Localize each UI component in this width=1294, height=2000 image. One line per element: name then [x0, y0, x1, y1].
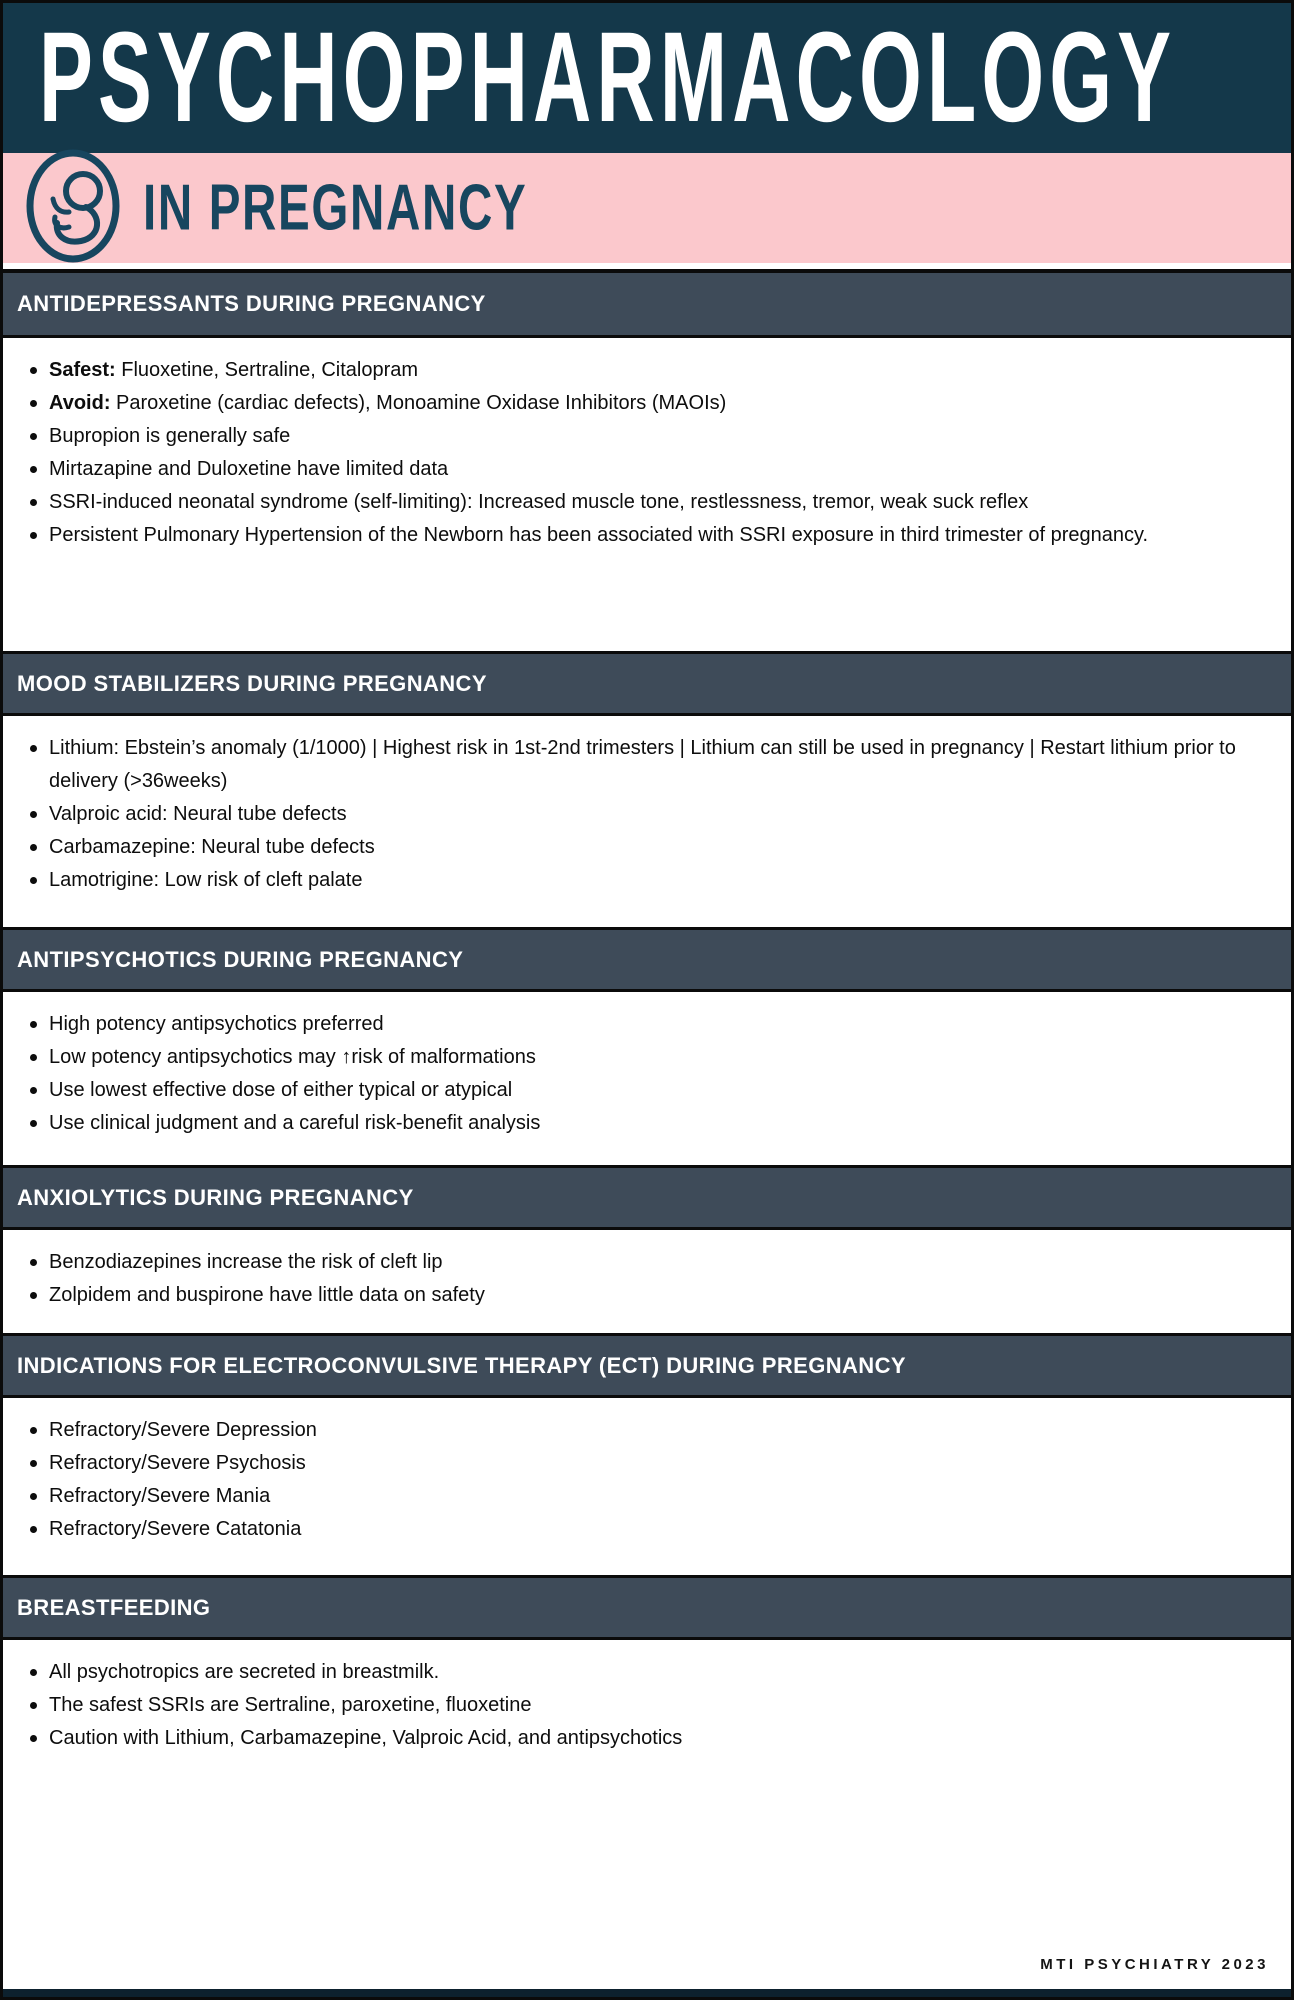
bullet-item: Refractory/Severe Depression [3, 1414, 1261, 1447]
section-header [3, 273, 1291, 338]
bullet-item: All psychotropics are secreted in breastmilk. [3, 1656, 1261, 1689]
bullet-item: Use clinical judgment and a careful risk-benefit analysis [3, 1107, 1261, 1140]
bullet-item: High potency antipsychotics preferred [3, 1008, 1261, 1041]
section-header [3, 1333, 1291, 1398]
section-body [3, 716, 1291, 927]
bullet-item: Benzodiazepines increase the risk of cleft lip [3, 1246, 1261, 1279]
pregnancy-banner [3, 153, 1291, 263]
bullet-item: Low potency antipsychotics may ↑risk of malformations [3, 1041, 1261, 1074]
section-header-label: BREASTFEEDING [17, 1594, 211, 1620]
bullet-item: Lamotrigine: Low risk of cleft palate [3, 864, 1261, 897]
section-header-label: ANXIOLYTICS DURING PREGNANCY [17, 1184, 414, 1210]
bullet-item: Lithium: Ebstein’s anomaly (1/1000) | Highest risk in 1st-2nd trimesters | Lithium can still be used in pregnancy | Restart lithium prior to delivery (>36weeks) [3, 732, 1261, 798]
bullet-list [3, 1246, 1261, 1312]
bullet-item: Bupropion is generally safe [3, 420, 1261, 453]
bullet-list [3, 732, 1261, 897]
bullet-item: Carbamazepine: Neural tube defects [3, 831, 1261, 864]
bullet-list [3, 1008, 1261, 1140]
masthead [3, 3, 1291, 153]
bullet-item: Valproic acid: Neural tube defects [3, 798, 1261, 831]
fetus-icon [23, 147, 123, 270]
section-body [3, 1640, 1291, 1989]
bullet-item: Refractory/Severe Psychosis [3, 1447, 1261, 1480]
section-header-label: ANTIPSYCHOTICS DURING PREGNANCY [17, 946, 464, 972]
sections-container [3, 273, 1291, 1989]
section-header [3, 651, 1291, 716]
footer-credit: MTI PSYCHIATRY 2023 [1040, 1956, 1269, 1973]
page-subtitle: IN PREGNANCY [143, 171, 528, 244]
bullet-item: Mirtazapine and Duloxetine have limited data [3, 453, 1261, 486]
bullet-item: Safest: Fluoxetine, Sertraline, Citalopram [3, 354, 1261, 387]
section-header [3, 1575, 1291, 1640]
section-header-label: INDICATIONS FOR ELECTROCONVULSIVE THERAPY (ECT) DURING PREGNANCY [17, 1352, 906, 1378]
section-header-label: ANTIDEPRESSANTS DURING PREGNANCY [17, 291, 486, 316]
bullet-item: The safest SSRIs are Sertraline, paroxetine, fluoxetine [3, 1689, 1261, 1722]
bullet-item: Persistent Pulmonary Hypertension of the Newborn has been associated with SSRI exposure in third trimester of pregnancy. [3, 519, 1261, 552]
bullet-item: Use lowest effective dose of either typical or atypical [3, 1074, 1261, 1107]
bullet-item: SSRI-induced neonatal syndrome (self-limiting): Increased muscle tone, restlessness, tremor, weak suck reflex [3, 486, 1261, 519]
section-body [3, 1230, 1291, 1333]
bullet-item: Refractory/Severe Mania [3, 1480, 1261, 1513]
sections [3, 269, 1291, 1989]
bullet-list [3, 1656, 1261, 1755]
section-body [3, 1398, 1291, 1575]
bullet-item: Refractory/Severe Catatonia [3, 1513, 1261, 1546]
bullet-item: Avoid: Paroxetine (cardiac defects), Monoamine Oxidase Inhibitors (MAOIs) [3, 387, 1261, 420]
bullet-list [3, 1414, 1261, 1546]
section-header-label: MOOD STABILIZERS DURING PREGNANCY [17, 670, 487, 696]
bullet-list [3, 354, 1261, 552]
bullet-item: Zolpidem and buspirone have little data on safety [3, 1279, 1261, 1312]
page-title: PSYCHOPHARMACOLOGY [39, 5, 1177, 149]
bullet-item: Caution with Lithium, Carbamazepine, Valproic Acid, and antipsychotics [3, 1722, 1261, 1755]
section-header [3, 1165, 1291, 1230]
section-body [3, 338, 1291, 651]
bottom-bar [3, 1989, 1291, 1997]
section-header [3, 927, 1291, 992]
section-body [3, 992, 1291, 1165]
